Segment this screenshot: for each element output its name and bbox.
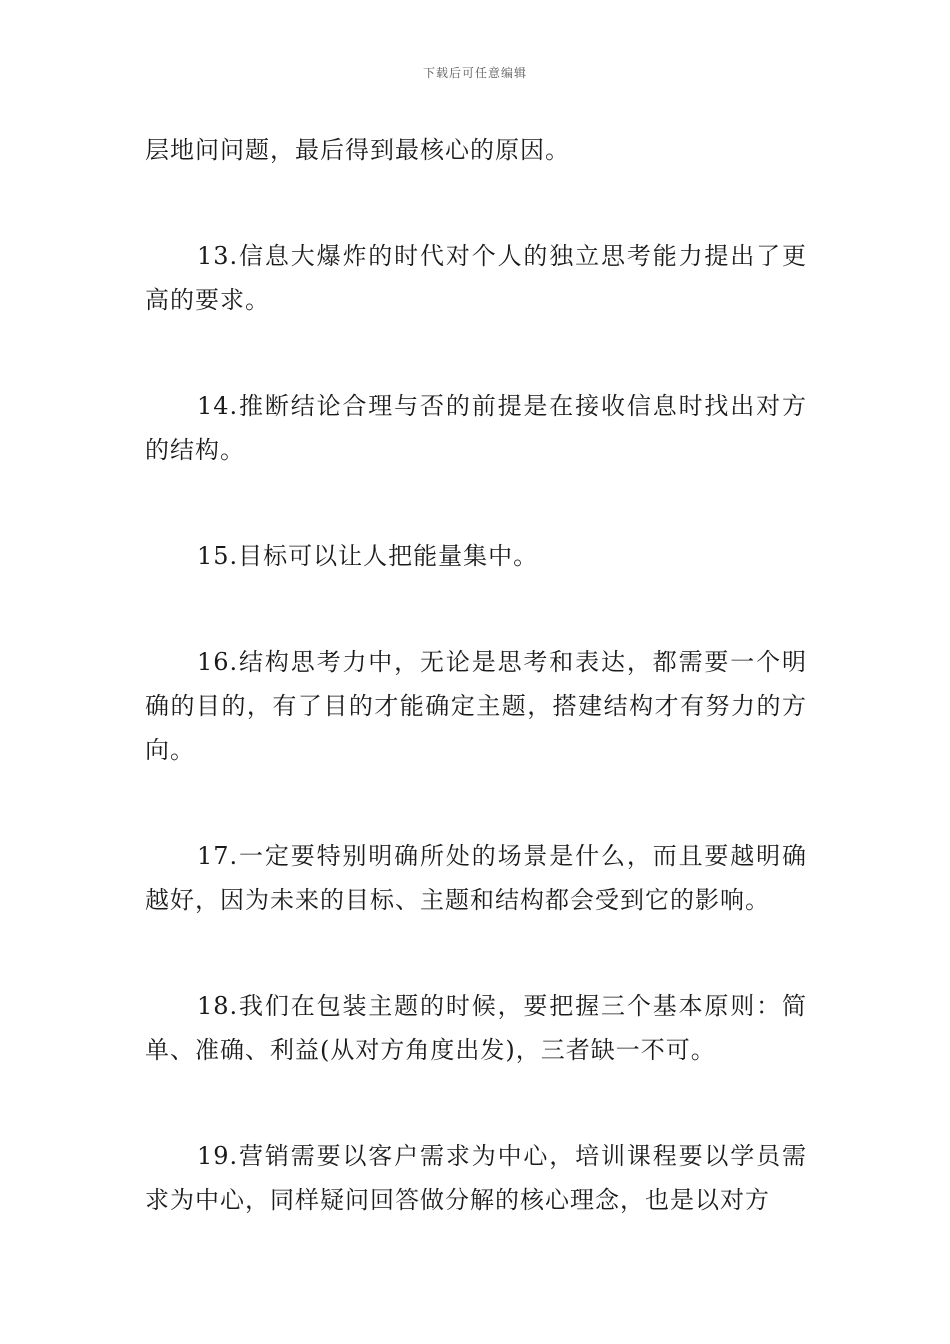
document-body bbox=[145, 128, 807, 1284]
paragraph-continuation: 层地问问题，最后得到最核心的原因。 bbox=[145, 136, 570, 164]
paragraph-19: 19.营销需要以客户需求为中心，培训课程要以学员需求为中心，同样疑问回答做分解的核心理念，也是以对方 bbox=[145, 1142, 807, 1214]
paragraph-14: 14.推断结论合理与否的前提是在接收信息时找出对方的结构。 bbox=[145, 392, 807, 464]
paragraph-15: 15.目标可以让人把能量集中。 bbox=[197, 542, 539, 570]
paragraph-16: 16.结构思考力中，无论是思考和表达，都需要一个明确的目的，有了目的才能确定主题，搭建结构才有努力的方向。 bbox=[145, 648, 807, 764]
paragraph-17: 17.一定要特别明确所处的场景是什么，而且要越明确越好，因为未来的目标、主题和结构都会受到它的影响。 bbox=[145, 842, 807, 914]
paragraph-18: 18.我们在包装主题的时候，要把握三个基本原则：简单、准确、利益(从对方角度出发)，三者缺一不可。 bbox=[145, 992, 807, 1064]
page-header: 下载后可任意编辑 bbox=[422, 66, 527, 80]
paragraph-13: 13.信息大爆炸的时代对个人的独立思考能力提出了更高的要求。 bbox=[145, 242, 807, 314]
